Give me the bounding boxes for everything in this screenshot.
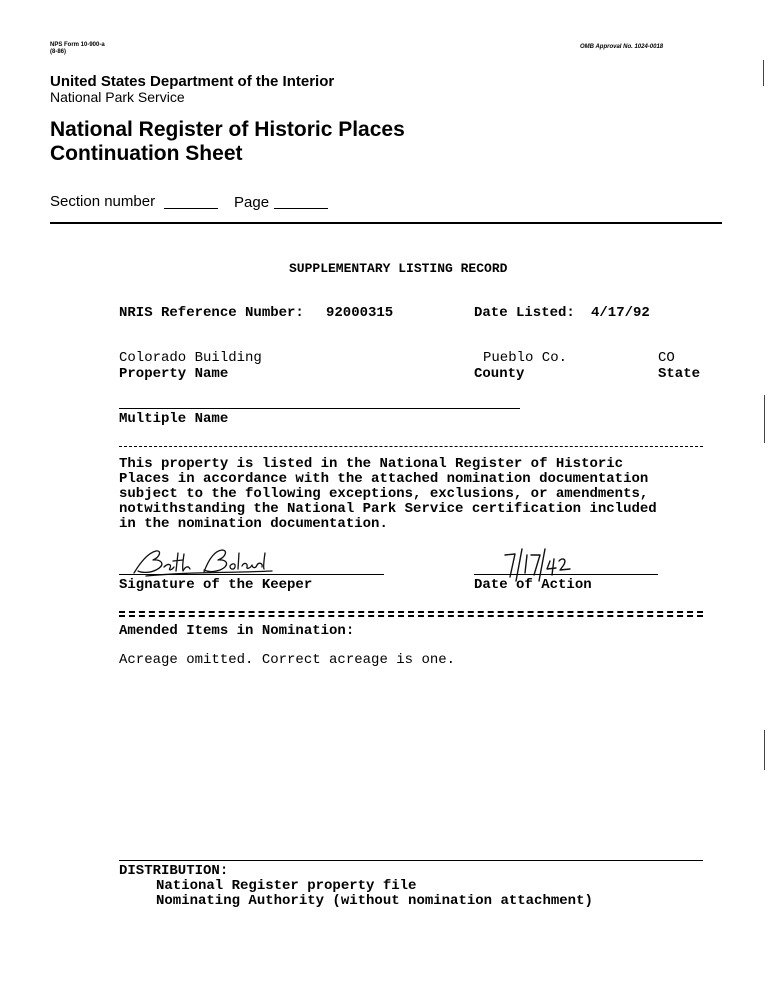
header-rule — [50, 222, 722, 224]
distribution-item: Nominating Authority (without nomination attachment) — [156, 893, 593, 909]
page-label: Page — [234, 194, 270, 211]
date-of-action-line — [474, 574, 658, 575]
multiple-name-field — [119, 408, 520, 409]
statement-line-1: This property is listed in the National Register of Historic — [119, 456, 624, 472]
agency-name: National Park Service — [50, 89, 185, 105]
statement-line-4: notwithstanding the National Park Service certification included — [119, 501, 657, 517]
form-date: (8-86) — [50, 49, 67, 55]
signature-label: Signature of the Keeper — [119, 577, 313, 593]
scan-edge-mark — [764, 730, 765, 770]
scan-edge-mark — [764, 395, 765, 443]
omb-approval: OMB Approval No. 1024-0018 — [580, 44, 664, 50]
double-separator-bottom — [119, 615, 703, 617]
property-name-value: Colorado Building — [119, 350, 262, 366]
date-of-action-label: Date of Action — [474, 577, 592, 593]
department-name: United States Department of the Interior — [50, 73, 335, 90]
signature-line — [119, 574, 384, 575]
double-separator-top — [119, 611, 703, 613]
page-number-field — [274, 208, 328, 209]
date-listed-value: 4/17/92 — [591, 305, 650, 321]
record-title: SUPPLEMENTARY LISTING RECORD — [289, 261, 508, 276]
page-subtitle: Continuation Sheet — [50, 142, 243, 165]
property-name-label: Property Name — [119, 366, 229, 382]
section-number-field — [164, 208, 218, 209]
county-value: Pueblo Co. — [483, 350, 568, 366]
amended-items-label: Amended Items in Nomination: — [119, 623, 355, 639]
statement-line-2: Places in accordance with the attached nomination documentation — [119, 471, 649, 487]
distribution-item: National Register property file — [156, 878, 417, 894]
distribution-rule — [119, 860, 703, 861]
scan-edge-mark — [763, 60, 764, 86]
multiple-name-label: Multiple Name — [119, 411, 229, 427]
nris-label: NRIS Reference Number: — [119, 305, 304, 321]
statement-line-5: in the nomination documentation. — [119, 516, 388, 532]
amendment-text: Acreage omitted. Correct acreage is one. — [119, 652, 456, 668]
section-number-label: Section number — [50, 193, 156, 210]
distribution-label: DISTRIBUTION: — [119, 863, 229, 879]
dashed-separator — [119, 446, 703, 447]
page-title: National Register of Historic Places — [50, 118, 405, 141]
state-value: CO — [658, 350, 675, 366]
state-label: State — [658, 366, 701, 382]
form-number: NPS Form 10-900-a — [50, 42, 105, 48]
statement-line-3: subject to the following exceptions, exclusions, or amendments, — [119, 486, 649, 502]
county-label: County — [474, 366, 525, 382]
nris-value: 92000315 — [326, 305, 394, 321]
date-listed-label: Date Listed: — [474, 305, 575, 321]
